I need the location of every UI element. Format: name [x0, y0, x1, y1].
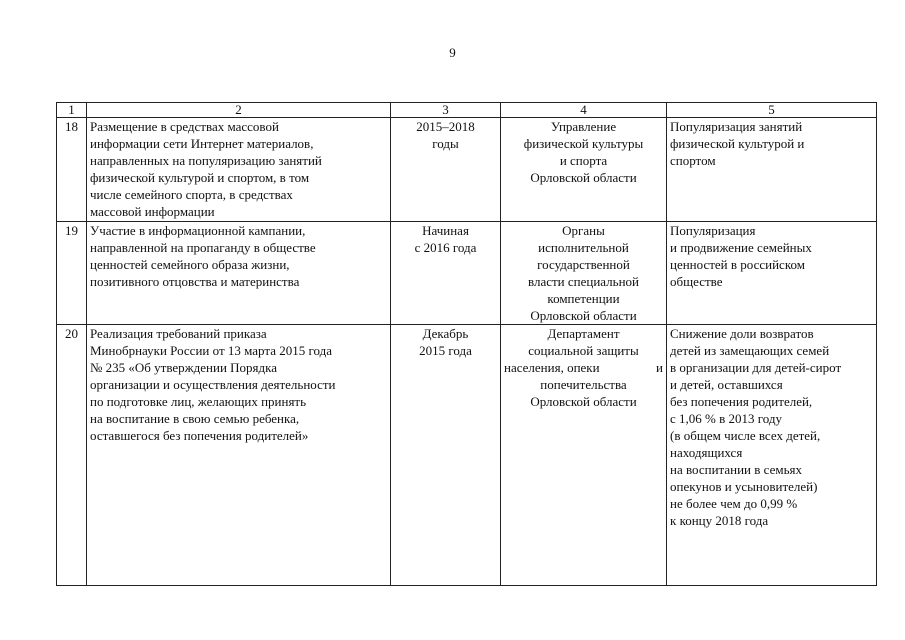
executor-cell: [501, 325, 667, 586]
executor-line: исполнительной: [538, 240, 629, 255]
period-line: Начиная: [422, 223, 469, 238]
result-line: (в общем числе всех детей,: [670, 428, 821, 443]
result-line: обществе: [670, 274, 723, 289]
result-line: Популяризация занятий: [670, 119, 803, 134]
executor-line-right: и: [656, 360, 663, 375]
measure-line: оставшегося без попечения родителей»: [90, 428, 309, 443]
result-line: физической культурой и: [670, 136, 805, 151]
result-line: ценностей в российском: [670, 257, 805, 272]
measure-cell: [87, 222, 391, 325]
measure-line: организации и осуществления деятельности: [90, 377, 336, 392]
executor-line: Орловской области: [530, 170, 637, 185]
period-cell: [391, 325, 501, 586]
executor-cell: [501, 222, 667, 325]
result-line: спортом: [670, 153, 716, 168]
result-line: Популяризация: [670, 223, 756, 238]
measure-cell: [87, 325, 391, 586]
result-line: к концу 2018 года: [670, 513, 769, 528]
measure-line: ценностей семейного образа жизни,: [90, 257, 290, 272]
measure-line: Реализация требований приказа: [90, 326, 267, 341]
result-line: с 1,06 % в 2013 году: [670, 411, 782, 426]
measure-cell: [87, 118, 391, 222]
measure-line: числе семейного спорта, в средствах: [90, 187, 293, 202]
result-line: детей из замещающих семей: [670, 343, 830, 358]
executor-line: Управление: [550, 119, 617, 134]
measure-line: информации сети Интернет материалов,: [90, 136, 314, 151]
executor-cell: [501, 118, 667, 222]
result-line: находящихся: [670, 445, 743, 460]
measure-line: на воспитание в свою семью ребенка,: [90, 411, 300, 426]
column-header: 4: [501, 103, 667, 118]
measure-line: массовой информации: [90, 204, 215, 219]
result-line: в организации для детей-сирот: [670, 360, 842, 375]
period-cell: [391, 118, 501, 222]
row-number: 19: [57, 222, 87, 325]
measure-line: Минобрнауки России от 13 марта 2015 года: [90, 343, 332, 358]
row-number: 20: [57, 325, 87, 586]
table-row: [57, 118, 877, 222]
result-line: и детей, оставшихся: [670, 377, 783, 392]
result-line: не более чем до 0,99 %: [670, 496, 798, 511]
row-number: 18: [57, 118, 87, 222]
period-cell: [391, 222, 501, 325]
table-row: [57, 222, 877, 325]
executor-line: государственной: [537, 257, 630, 272]
measure-line: направленных на популяризацию занятий: [90, 153, 322, 168]
executor-line: социальной защиты: [528, 343, 639, 358]
result-cell: [667, 222, 877, 325]
column-header: 2: [87, 103, 391, 118]
measure-line: направленной на пропаганду в обществе: [90, 240, 316, 255]
result-cell: [667, 325, 877, 586]
executor-line: и спорта: [559, 153, 608, 168]
result-line: без попечения родителей,: [670, 394, 813, 409]
table-row: [57, 325, 877, 586]
page-number: 9: [449, 45, 456, 60]
executor-line: компетенции: [547, 291, 620, 306]
result-line: и продвижение семейных: [670, 240, 812, 255]
period-line: с 2016 года: [414, 240, 477, 255]
measure-line: Размещение в средствах массовой: [90, 119, 279, 134]
executor-line: Департамент: [547, 326, 620, 341]
measure-line: Участие в информационной кампании,: [90, 223, 306, 238]
result-line: Снижение доли возвратов: [670, 326, 814, 341]
result-line: опекунов и усыновителей): [670, 479, 818, 494]
measure-line: физической культурой и спортом, в том: [90, 170, 310, 185]
period-line: 2015–2018: [416, 119, 475, 134]
executor-line-justified: [504, 359, 663, 376]
executor-line: Органы: [562, 223, 605, 238]
measures-table: [56, 102, 877, 586]
measure-line: по подготовке лиц, желающих принять: [90, 394, 307, 409]
column-header: 1: [57, 103, 87, 118]
measure-line: № 235 «Об утверждении Порядка: [90, 360, 278, 375]
executor-line: физической культуры: [523, 136, 644, 151]
period-line: 2015 года: [419, 343, 472, 358]
result-cell: [667, 118, 877, 222]
column-header: 3: [391, 103, 501, 118]
executor-line: попечительства: [540, 377, 627, 392]
executor-line: Орловской области: [530, 308, 637, 323]
table-header-row: [57, 103, 877, 118]
column-header: 5: [667, 103, 877, 118]
executor-line-left: населения, опеки: [504, 360, 600, 375]
executor-line: власти специальной: [527, 274, 639, 289]
executor-line: Орловской области: [530, 394, 637, 409]
measure-line: позитивного отцовства и материнства: [90, 274, 300, 289]
period-line: годы: [432, 136, 459, 151]
period-line: Декабрь: [422, 326, 469, 341]
result-line: на воспитании в семьях: [670, 462, 802, 477]
